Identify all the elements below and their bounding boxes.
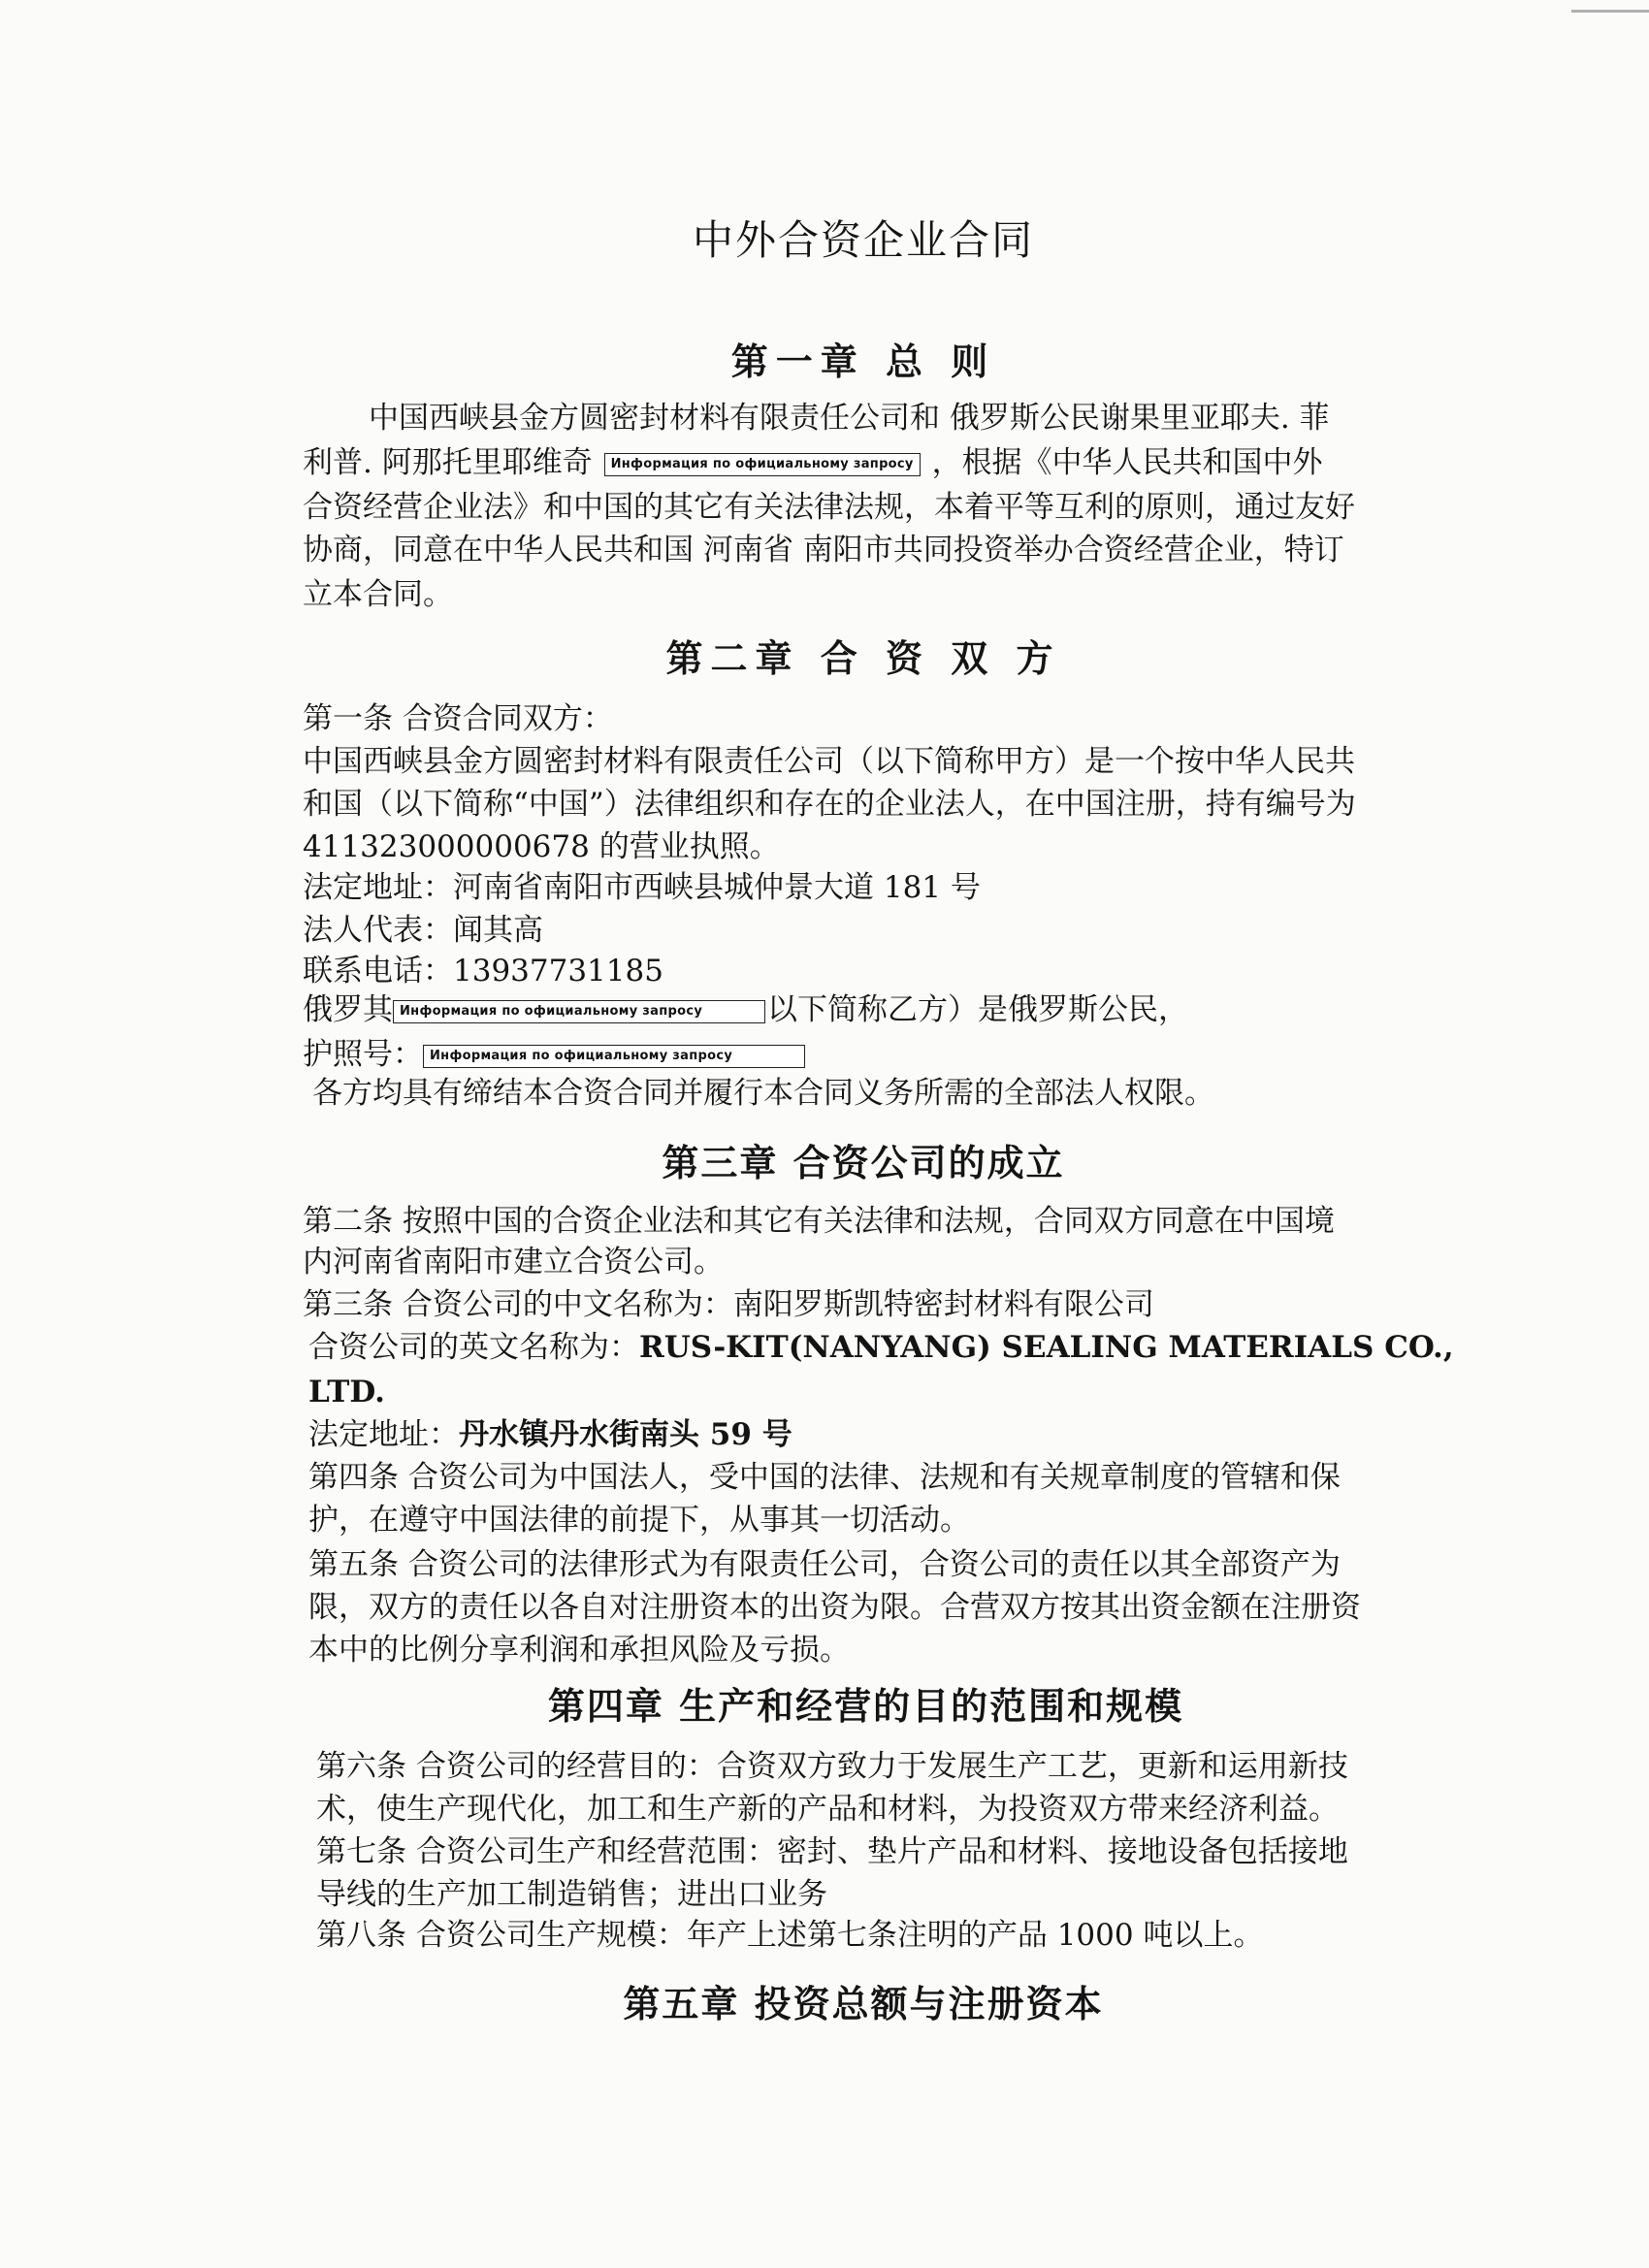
redaction-box: Информация по официальному запросу [423,1045,805,1068]
article-8-line: 第八条 合资公司生产规模：年产上述第七条注明的产品 1000 吨以上。 [316,1918,1264,1953]
chapter-1-heading: 第一章 总 则 [730,340,996,383]
ch2-line-3: 和国（以下简称“中国”）法律组织和存在的企业法人，在中国注册，持有编号为 [303,787,1356,822]
article-4-line-2: 护，在遵守中国法律的前提下，从事其一切活动。 [308,1503,970,1538]
ch1-line-2 [303,444,1323,481]
chapter-4-heading: 第四章 生产和经营的目的范围和规模 [547,1684,1184,1728]
contract-title: 中外合资企业合同 [692,216,1034,264]
ch2-line-2: 中国西峡县金方圆密封材料有限责任公司（以下简称甲方）是一个按中华人民共 [303,744,1355,779]
article-7-line-1: 第七条 合资公司生产和经营范围：密封、垫片产品和材料、接地设备包括接地 [316,1834,1348,1869]
chapter-2-heading: 第二章 合 资 双 方 [665,636,1061,680]
article-4-line-1: 第四条 合资公司为中国法人，受中国的法律、法规和有关规章制度的管辖和保 [308,1460,1341,1495]
ch2-line-10: 各方均具有缔结本合资合同并履行本合同义务所需的全部法人权限。 [312,1076,1214,1111]
ch1-line-5: 立本合同。 [303,577,453,612]
article-5-line-2: 限，双方的责任以各自对注册资本的出资为限。合营双方按其出资金额在注册资 [308,1590,1361,1625]
ch1-line-3: 合资经营企业法》和中国的其它有关法律法规，本着平等互利的原则，通过友好 [303,490,1355,525]
english-name-continued: LTD. [308,1375,385,1409]
redaction-box: Информация по официальному запросу [604,453,921,476]
jv-address-line [308,1416,792,1453]
ch1-line-2-end: ，根据《中华人民共和国中外 [931,445,1323,480]
party-a-phone: 联系电话：13937731185 [303,954,663,988]
english-name-label: 合资公司的英文名称为： [308,1330,639,1365]
article-6-line-2: 术，使生产现代化，加工和生产新的产品和材料，为投资双方带来经济利益。 [316,1792,1339,1827]
article-7-line-2: 导线的生产加工制造销售；进出口业务 [316,1877,827,1912]
jv-address-label: 法定地址： [308,1417,459,1452]
redaction-box: Информация по официальному запросу [393,1000,765,1023]
passport-label: 护照号： [303,1037,423,1072]
party-a-representative: 法人代表：闻其高 [303,913,543,948]
english-name-value: RUS-KIT(NANYANG) SEALING MATERIALS CO., [639,1330,1454,1365]
party-b-line [303,991,1188,1028]
article-5-line-1: 第五条 合资公司的法律形式为有限责任公司，合资公司的责任以其全部资产为 [308,1547,1341,1582]
ch1-line-2-start: 利普. 阿那托里耶维奇 [303,445,593,480]
scan-edge-mark [1571,0,1649,13]
ch1-line-1: 中国西峡县金方圆密封材料有限责任公司和 俄罗斯公民谢果里亚耶夫. 菲 [369,401,1330,436]
english-name-line [308,1329,1454,1366]
chapter-3-heading: 第三章 合资公司的成立 [662,1141,1065,1184]
article-2-line-1: 第二条 按照中国的合资企业法和其它有关法律和法规，合同双方同意在中国境 [303,1204,1335,1239]
ch2-line-4: 411323000000678 的营业执照。 [303,829,780,864]
article-3-chinese-name: 第三条 合资公司的中文名称为：南阳罗斯凯特密封材料有限公司 [303,1287,1154,1322]
chapter-5-heading: 第五章 投资总额与注册资本 [623,1982,1104,2025]
article-5-line-3: 本中的比例分享利润和承担风险及亏损。 [308,1633,850,1668]
party-b-line-end: 以下简称乙方）是俄罗斯公民， [767,992,1188,1027]
ch1-line-4: 协商，同意在中华人民共和国 河南省 南阳市共同投资举办合资经营企业，特订 [303,533,1344,567]
passport-line [303,1036,807,1073]
party-a-address: 法定地址：河南省南阳市西峡县城仲景大道 181 号 [303,870,981,905]
article-1-heading: 第一条 合资合同双方： [303,701,613,736]
jv-address-value: 丹水镇丹水街南头 59 号 [459,1417,792,1452]
party-b-line-start: 俄罗其 [303,992,393,1027]
article-2-line-2: 内河南省南阳市建立合资公司。 [303,1245,724,1280]
article-6-line-1: 第六条 合资公司的经营目的：合资双方致力于发展生产工艺，更新和运用新技 [316,1749,1348,1784]
